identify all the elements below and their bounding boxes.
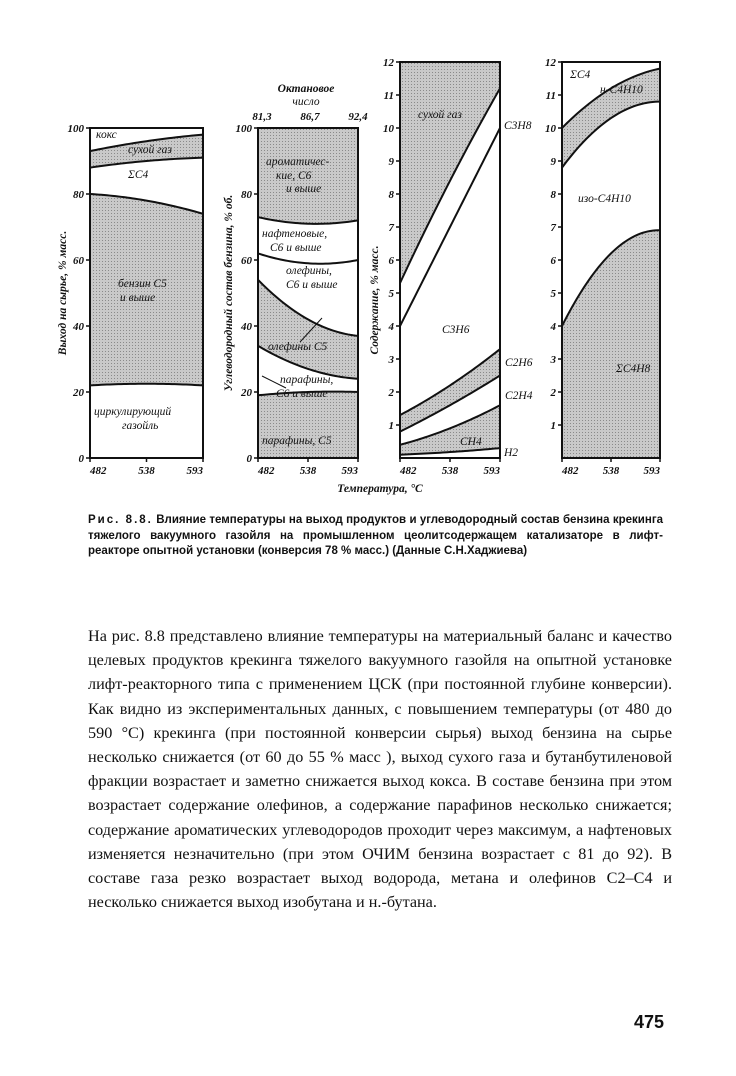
body-text xyxy=(88,624,672,914)
region-label: C3H6 xyxy=(442,324,470,336)
region-label: C6 и выше xyxy=(270,242,322,254)
octane-title-2: число xyxy=(292,96,320,108)
region-label: C2H4 xyxy=(505,390,533,402)
x-tick-label: 538 xyxy=(441,465,459,477)
boundary-line xyxy=(258,253,358,263)
band-shade-0 xyxy=(258,392,358,458)
x-tick-label: 593 xyxy=(341,465,358,477)
body-paragraph: На рис. 8.8 представлено влияние температуры на материальный баланс и качество целевых продуктов крекинга тяжелого вакуумного газойля на опытной установке лифт-реакторного типа с применением ЦСК (при постоянной глубине конверсии). Как видно из экспериментальных данных, с повышением температуры (от 480 до 590 °С) крекинга (при постоянной конверсии сырья) выход бензина на сырье несколько снижается (от 60 до 55 % масс ), выход сухого газа и бутанбутиленовой фракции возрастает и заметно снижается выход кокса. В составе бензина при этом возрастает содержание олефинов, а содержание парафинов несколько снижается; содержание ароматических углеводородов проходит через максимум, а нафтеновых изменяется незначительно (при этом ОЧИМ бензина возрастает с 81 до 92). В составе газа резко возрастает выход водорода, метана и олефинов C2–C4 и несколько снижается выход изобутана и н.-бутана. xyxy=(88,627,672,912)
region-label: циркулирующий xyxy=(94,406,172,418)
caption-text: Влияние температуры на выход продуктов и углеводородный состав бензина крекинга тяжелого вакуумного газойля на промышленном цеолитсодержащем катализаторе в лифт-реакторе опытной установки (конверсия 78 % масс.) (Данные С.Н.Хаджиева) xyxy=(88,514,663,557)
figure-8-8 xyxy=(0,0,736,500)
y-tick-label: 1 xyxy=(550,420,556,432)
figure-xlabel: Температура, °С xyxy=(337,483,423,495)
y-tick-label: 8 xyxy=(550,189,556,201)
caption-label: Рис. 8.8. xyxy=(88,514,153,526)
x-tick-label: 593 xyxy=(643,465,660,477)
y-tick-label: 6 xyxy=(550,255,556,267)
x-tick-label: 593 xyxy=(186,465,203,477)
region-label: кокс xyxy=(96,129,117,141)
octane-tick: 86,7 xyxy=(300,111,320,123)
y-axis-label: Содержание, % масс. xyxy=(369,245,381,355)
region-label: и выше xyxy=(286,183,322,195)
region-label: C6 и выше xyxy=(286,279,338,291)
region-label: CH4 xyxy=(460,436,482,448)
y-tick-label: 3 xyxy=(550,354,556,366)
y-tick-label: 5 xyxy=(388,288,394,300)
y-tick-label: 2 xyxy=(550,387,556,399)
chart-panel-d xyxy=(545,57,661,477)
region-label: ΣC4 xyxy=(570,69,591,81)
x-tick-label: 482 xyxy=(90,465,107,477)
region-label: H2 xyxy=(504,447,519,459)
region-label: олефины C5 xyxy=(268,341,328,353)
boundary-line xyxy=(90,384,203,386)
y-tick-label: 7 xyxy=(550,222,556,234)
octane-title: Октановое xyxy=(277,83,335,95)
y-tick-label: 3 xyxy=(388,354,394,366)
y-tick-label: 80 xyxy=(73,189,84,201)
region-label: парафины, xyxy=(280,374,334,386)
x-tick-label: 538 xyxy=(138,465,155,477)
y-tick-label: 9 xyxy=(388,156,394,168)
octane-tick: 92,4 xyxy=(348,111,368,123)
y-tick-label: 60 xyxy=(241,255,252,267)
y-tick-label: 10 xyxy=(383,123,394,135)
y-tick-label: 4 xyxy=(550,321,556,333)
y-tick-label: 1 xyxy=(388,420,394,432)
y-tick-label: 11 xyxy=(545,90,556,102)
y-tick-label: 100 xyxy=(67,123,84,135)
region-label: изо-C4H10 xyxy=(578,193,631,205)
x-tick-label: 538 xyxy=(299,465,317,477)
x-tick-label: 593 xyxy=(483,465,500,477)
y-axis-label: Выход на сырье, % масс. xyxy=(57,230,69,356)
y-tick-label: 7 xyxy=(388,222,394,234)
page-number: 475 xyxy=(634,1012,665,1032)
band-shade-0 xyxy=(562,230,660,458)
y-tick-label: 6 xyxy=(388,255,394,267)
y-tick-label: 20 xyxy=(241,387,252,399)
y-tick-label: 5 xyxy=(550,288,556,300)
y-tick-label: 40 xyxy=(73,321,84,333)
x-tick-label: 482 xyxy=(400,465,417,477)
region-label: олефины, xyxy=(286,265,332,277)
x-tick-label: 482 xyxy=(562,465,579,477)
x-tick-label: 538 xyxy=(602,465,620,477)
region-label: C6 и выше xyxy=(276,388,328,400)
y-axis-label: Углеводородный состав бензина, % об. xyxy=(223,194,235,392)
figure-caption xyxy=(88,513,663,560)
y-tick-label: 12 xyxy=(383,57,394,69)
region-label: и выше xyxy=(120,292,156,304)
y-tick-label: 20 xyxy=(73,387,84,399)
y-tick-label: 40 xyxy=(241,321,252,333)
y-tick-label: 2 xyxy=(388,387,394,399)
y-tick-label: 12 xyxy=(545,57,556,69)
x-tick-label: 482 xyxy=(258,465,275,477)
y-tick-label: 11 xyxy=(383,90,394,102)
y-tick-label: 9 xyxy=(550,156,556,168)
y-tick-label: 0 xyxy=(78,453,84,465)
y-tick-label: 0 xyxy=(246,453,252,465)
region-label: н-C4H10 xyxy=(600,84,643,96)
octane-tick: 81,3 xyxy=(252,111,272,123)
region-label: бензин C5 xyxy=(118,278,167,290)
region-label: нафтеновые, xyxy=(262,228,328,240)
region-label: газойль xyxy=(122,420,159,432)
y-tick-label: 4 xyxy=(388,321,394,333)
region-label: C3H8 xyxy=(504,120,532,132)
y-tick-label: 80 xyxy=(241,189,252,201)
region-label: C2H6 xyxy=(505,357,533,369)
y-tick-label: 10 xyxy=(545,123,556,135)
region-label: сухой газ xyxy=(418,109,462,121)
region-label: парафины, C5 xyxy=(262,435,332,447)
region-label: кие, C6 xyxy=(276,170,312,182)
y-tick-label: 8 xyxy=(388,189,394,201)
y-tick-label: 60 xyxy=(73,255,84,267)
region-label: ΣC4 xyxy=(128,169,149,181)
y-tick-label: 100 xyxy=(235,123,252,135)
region-label: ароматичес- xyxy=(266,156,330,168)
region-label: сухой газ xyxy=(128,144,172,156)
region-label: ΣC4H8 xyxy=(616,363,651,375)
